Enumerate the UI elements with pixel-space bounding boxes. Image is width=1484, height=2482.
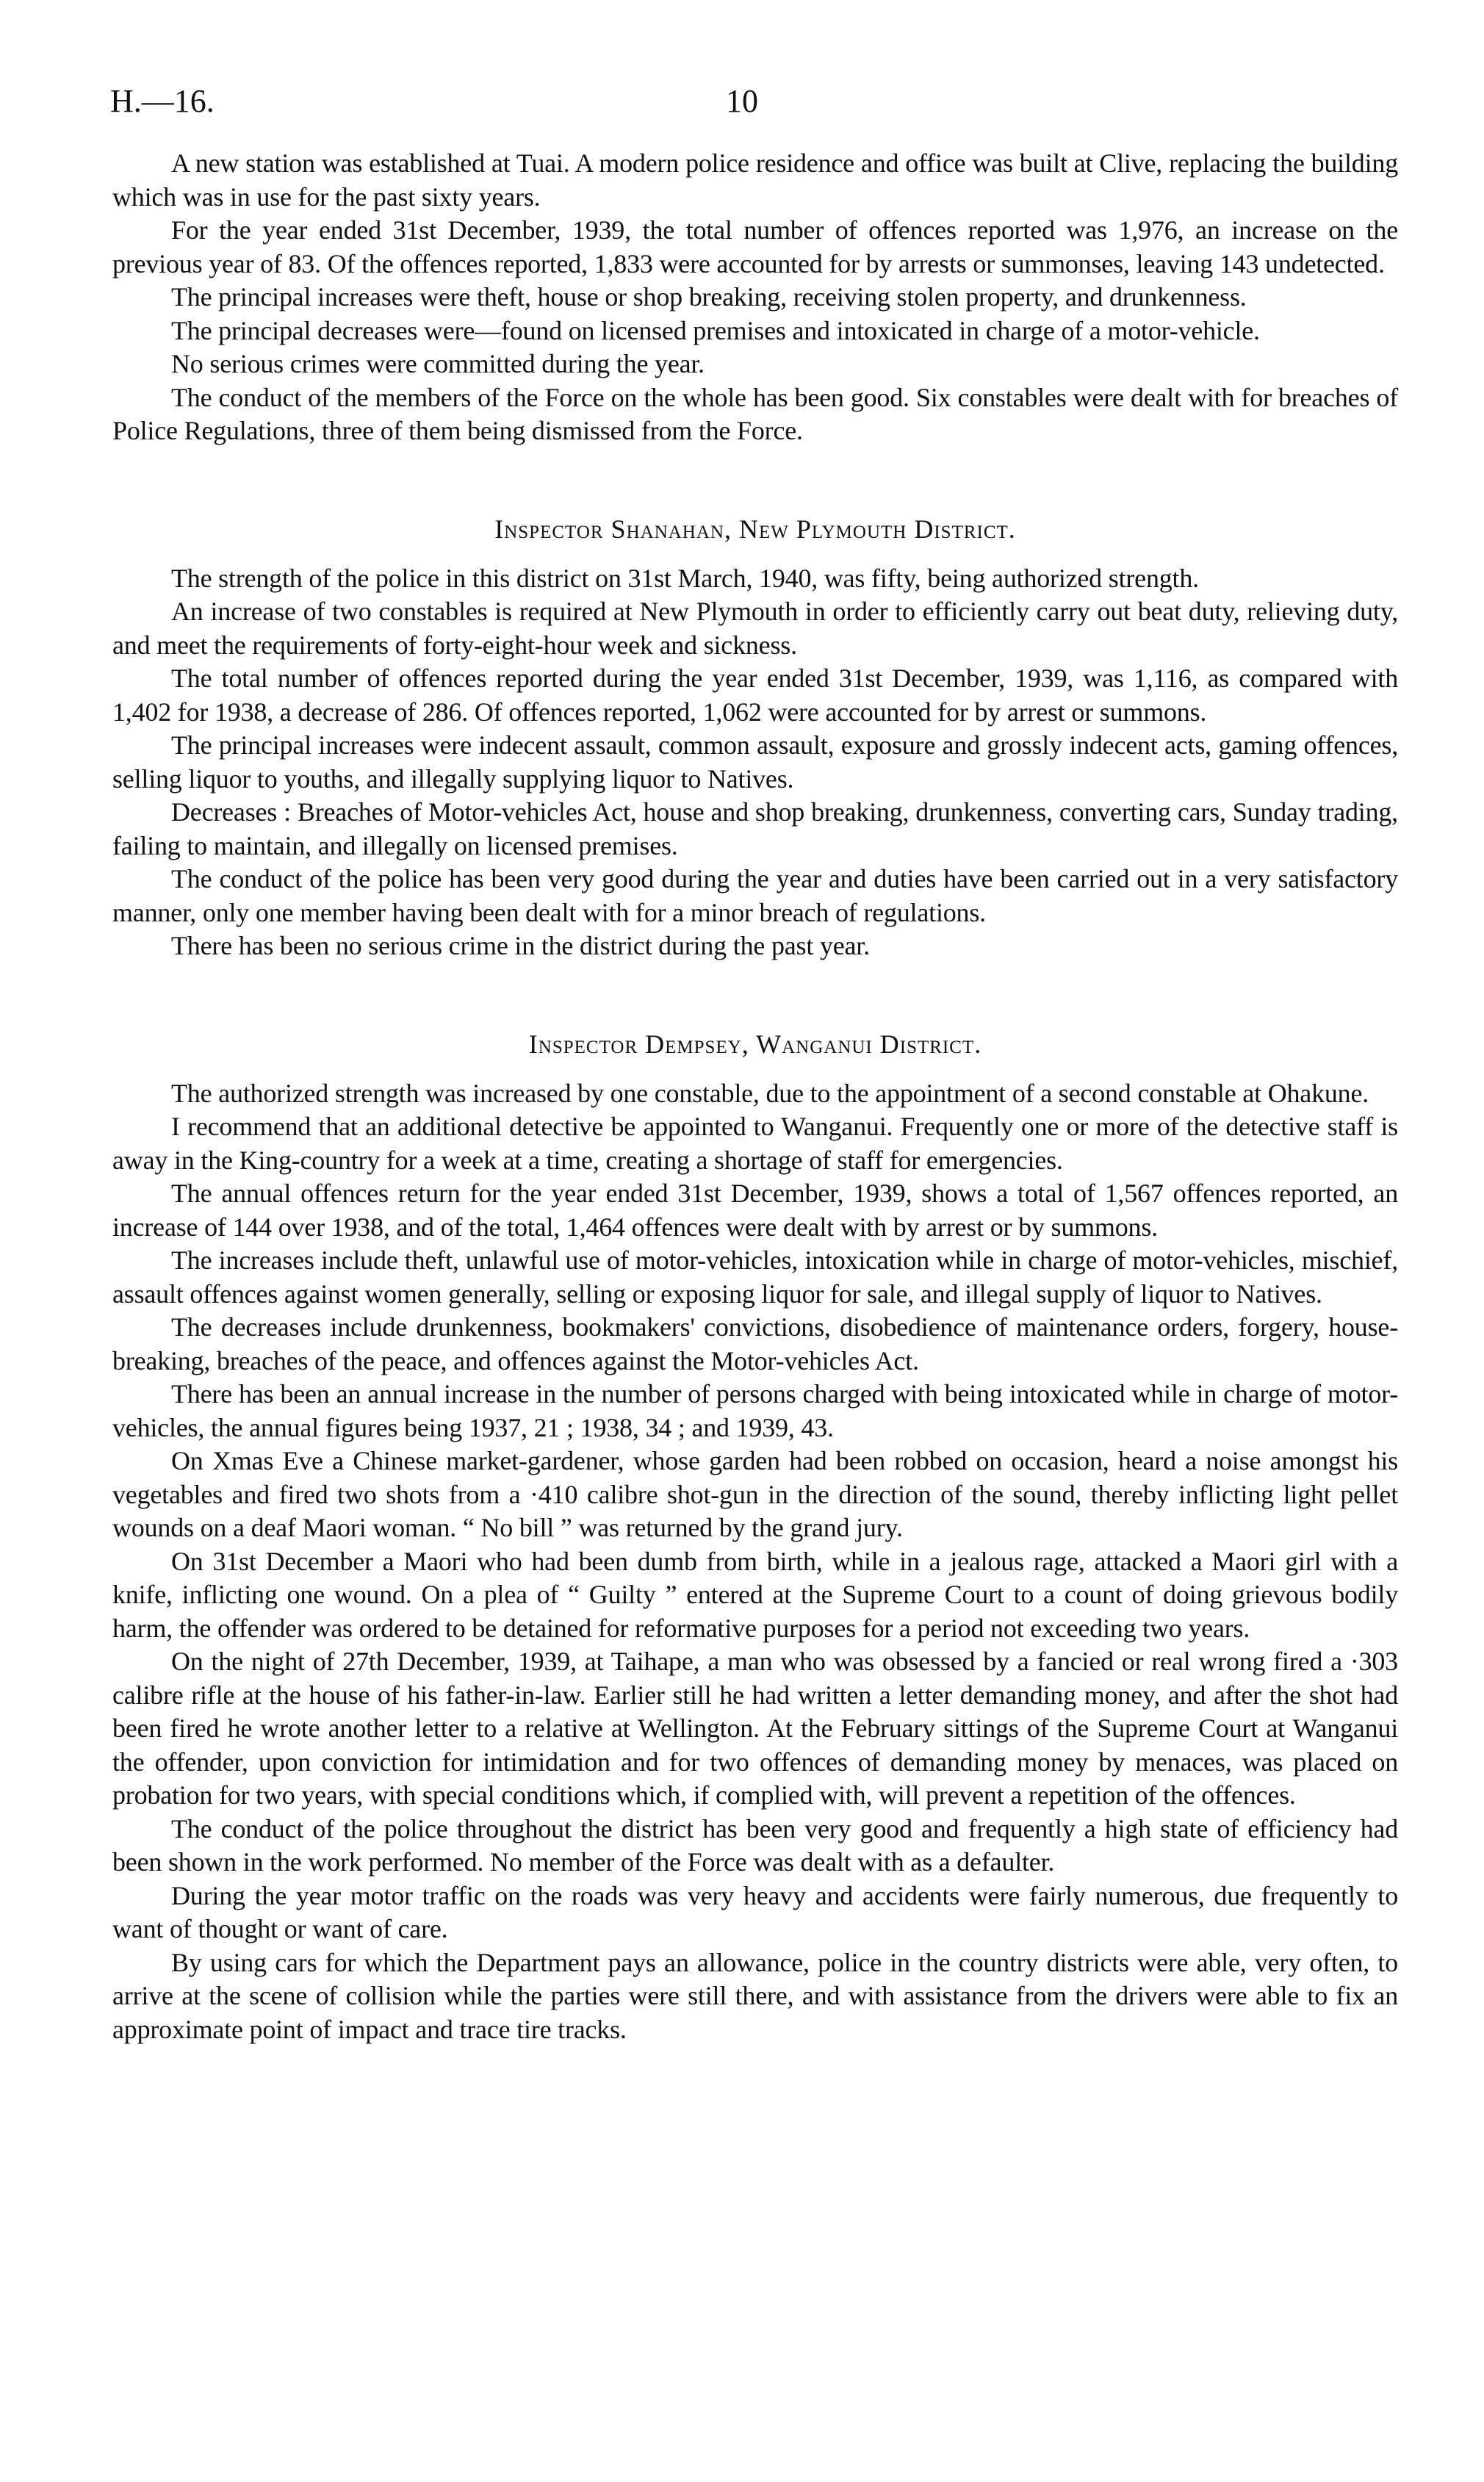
- report-section: [112, 147, 1398, 448]
- paragraph: On the night of 27th December, 1939, at Taihape, a man who was obsessed by a fancied or real wrong fired a ·303 calibre rifle at the house of his father-in-law. Earlier still he had written a letter demanding money, and after the shot had been fired he wrote another letter to a relative at Wellington. At the February sittings of the Supreme Court at Wanganui the offender, upon conviction for intimidation and for two offences of demanding money by menaces, was placed on probation for two years, with special conditions which, if complied with, will prevent a repetition of the offences.: [112, 1647, 1398, 1810]
- paragraph: The principal increases were indecent assault, common assault, exposure and grossly indecent acts, gaming offences, selling liquor to youths, and illegally supplying liquor to Natives.: [112, 730, 1398, 794]
- paragraph: No serious crimes were committed during the year.: [171, 349, 705, 378]
- paragraph: The annual offences return for the year ended 31st December, 1939, shows a total of 1,567 offences reported, an increase of 144 over 1938, and of the total, 1,464 offences were dealt with by arrest or by summons.: [112, 1179, 1398, 1242]
- paragraph: There has been an annual increase in the number of persons charged with being intoxicated while in charge of motor-vehicles, the annual figures being 1937, 21 ; 1938, 34 ; and 1939, 43.: [112, 1379, 1398, 1442]
- document-body: [112, 147, 1398, 2046]
- paragraph: During the year motor traffic on the roads was very heavy and accidents were fairly numerous, due frequently to want of thought or want of care.: [112, 1880, 1398, 1943]
- paragraph: The decreases include drunkenness, bookmakers' convictions, disobedience of maintenance orders, forgery, house-breaking, breaches of the peace, and offences against the Motor-vehicles Act.: [112, 1312, 1398, 1375]
- section-heading: Inspector Dempsey, Wanganui District.: [528, 1029, 982, 1059]
- paragraph: The principal decreases were—found on licensed premises and intoxicated in charge of a motor-vehicle.: [171, 315, 1260, 345]
- paragraph: The principal increases were theft, house or shop breaking, receiving stolen property, and drunkenness.: [171, 282, 1247, 312]
- report-code: H.—16.: [110, 83, 215, 119]
- paragraph: For the year ended 31st December, 1939, the total number of offences reported was 1,976, an increase on the previous year of 83. Of the offences reported, 1,833 were accounted for by arrests or summonses, leaving 143 undetected.: [112, 215, 1398, 278]
- paragraph: There has been no serious crime in the district during the past year.: [171, 931, 870, 960]
- paragraph: On Xmas Eve a Chinese market-gardener, whose garden had been robbed on occasion, heard a noise amongst his vegetables and fired two shots from a ·410 calibre shot-gun in the direction of the sound, thereby inflicting light pellet wounds on a deaf Maori woman. “ No bill ” was returned by the grand jury.: [112, 1446, 1398, 1542]
- page-number: 10: [726, 83, 758, 119]
- paragraph: The conduct of the police throughout the district has been very good and frequently a high state of efficiency had been shown in the work performed. No member of the Force was dealt with as a defaulter.: [112, 1813, 1398, 1877]
- paragraph: An increase of two constables is required at New Plymouth in order to efficiently carry out beat duty, relieving duty, and meet the requirements of forty-eight-hour week and sickness.: [112, 597, 1398, 660]
- paragraph: On 31st December a Maori who had been dumb from birth, while in a jealous rage, attacked a Maori girl with a knife, inflicting one wound. On a plea of “ Guilty ” entered at the Supreme Court to a count of doing grievous bodily harm, the offender was ordered to be detained for reformative purposes for a period not exceeding two years.: [112, 1546, 1398, 1643]
- report-section: [112, 513, 1398, 963]
- paragraph: The authorized strength was increased by one constable, due to the appointment of a second constable at Ohakune.: [171, 1078, 1369, 1108]
- section-heading: Inspector Shanahan, New Plymouth District.: [494, 514, 1016, 544]
- paragraph: The increases include theft, unlawful use of motor-vehicles, intoxication while in charge of motor-vehicles, mischief, assault offences against women generally, selling or exposing liquor for sale, and illegal supply of liquor to Natives.: [112, 1245, 1398, 1309]
- paragraph: The conduct of the police has been very good during the year and duties have been carried out in a very satisfactory manner, only one member having been dealt with for a minor breach of regulations.: [112, 864, 1398, 927]
- paragraph: Decreases : Breaches of Motor-vehicles Act, house and shop breaking, drunkenness, converting cars, Sunday trading, failing to maintain, and illegally on licensed premises.: [112, 797, 1398, 860]
- report-section: [112, 1028, 1398, 2047]
- paragraph: The strength of the police in this district on 31st March, 1940, was fifty, being authorized strength.: [171, 563, 1199, 593]
- paragraph: A new station was established at Tuai. A modern police residence and office was built at Clive, replacing the building which was in use for the past sixty years.: [112, 148, 1398, 212]
- paragraph: The conduct of the members of the Force on the whole has been good. Six constables were dealt with for breaches of Police Regulations, three of them being dismissed from the Force.: [112, 382, 1398, 445]
- paragraph: The total number of offences reported during the year ended 31st December, 1939, was 1,116, as compared with 1,402 for 1938, a decrease of 286. Of offences reported, 1,062 were accounted for by arrest or summons.: [112, 663, 1398, 727]
- paragraph: I recommend that an additional detective be appointed to Wanganui. Frequently one or more of the detective staff is away in the King-country for a week at a time, creating a shortage of staff for emergencies.: [112, 1112, 1398, 1175]
- paragraph: By using cars for which the Department pays an allowance, police in the country districts were able, very often, to arrive at the scene of collision while the parties were still there, and with assistance from the drivers were able to fix an approximate point of impact and trace tire tracks.: [112, 1947, 1398, 2044]
